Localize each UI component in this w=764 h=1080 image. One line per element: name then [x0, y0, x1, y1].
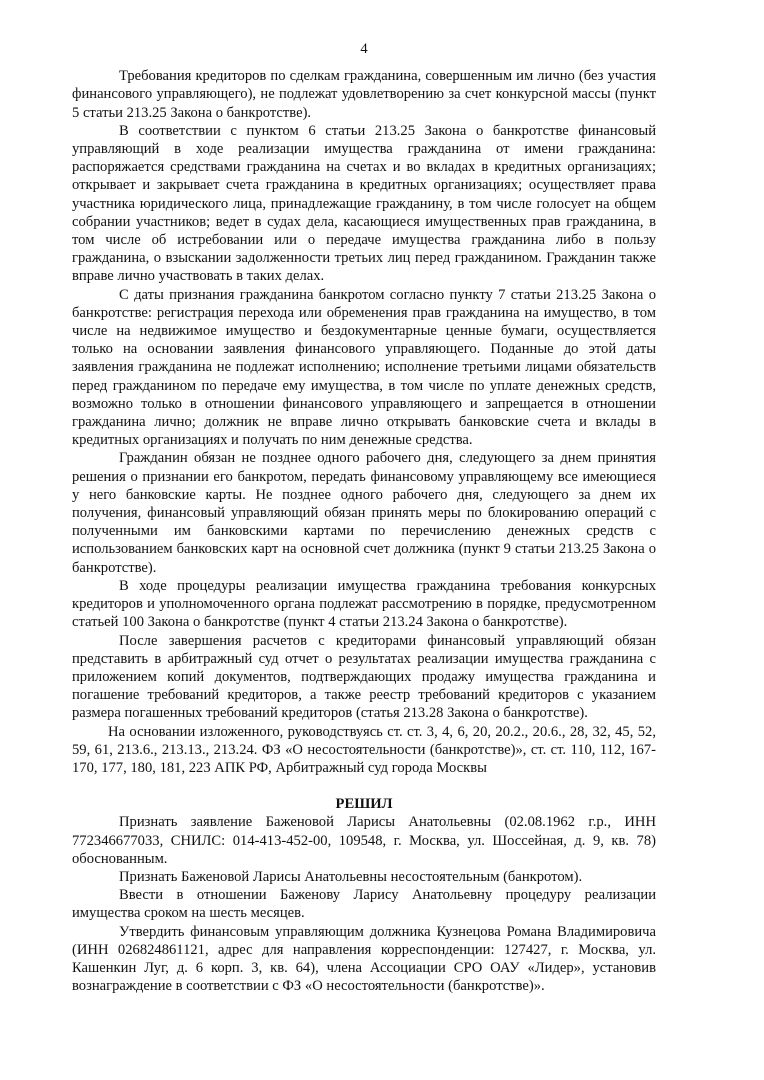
- decision-item-bankrupt: Признать Баженовой Ларисы Анатольевны несостоятельным (банкротом).: [119, 868, 583, 885]
- decision-heading: РЕШИЛ: [335, 796, 393, 813]
- paragraph-creditor-review: В ходе процедуры реализации имущества гражданина требования конкурсных кредиторов и уполномоченного органа подлежат рассмотрению в порядке, предусмотренном статьей 100 Закона о банкротстве (пункт 4 статьи 213.24 Закона о банкротстве).: [72, 577, 656, 631]
- paragraph-bank-cards: Гражданин обязан не позднее одного рабочего дня, следующего за днем принятия решения о признании его банкротом, передать финансовому управляющему все имеющиеся у него банковские карты. Не позднее одного рабочего дня, следующего за днем их получения, финансовый управляющий обязан принять меры по блокированию операций с полученными им банковскими картами по перечислению денежных средств с использованием банковских карт на основной счет должника (пункт 9 статьи 213.25 Закона о банкротстве).: [72, 450, 656, 576]
- page-number: 4: [360, 41, 368, 57]
- decision-item-manager: Утвердить финансовым управляющим должника Кузнецова Романа Владимировича (ИНН 026824861121, адрес для направления корреспонденции: 127427, г. Москва, ул. Кашенкин Луг, д. 6 корп. 3, кв. 64), члена Ассоциации СРО ОАУ «Лидер», установив вознаграждение в соответствии с ФЗ «О несостоятельности (банкротстве)».: [72, 923, 656, 995]
- paragraph-manager-powers: В соответствии с пунктом 6 статьи 213.25 Закона о банкротстве финансовый управляющий в ходе реализации имущества гражданина от имени гражданина: распоряжается средствами гражданина на счетах и во вкладах в кредитных организациях; открывает и закрывает счета гражданина в кредитных организациях; осуществляет права участника юридического лица, принадлежащие гражданину, в том числе голосует на общем собрании участников; ведет в судах дела, касающиеся имущественных прав гражданина, в том числе об истребовании или о передаче имущества гражданина либо в пользу гражданина, о взыскании задолженности третьих лиц перед гражданином. Гражданин также вправе лично участвовать в таких делах.: [72, 122, 656, 285]
- paragraph-legal-basis: На основании изложенного, руководствуясь ст. ст. 3, 4, 6, 20, 20.2., 20.6., 28, 32, 45, 52, 59, 61, 213.6., 213.13., 213.24. ФЗ «О несостоятельности (банкротстве)», ст. ст. 110, 112, 167-170, 177, 180, 181, 223 АПК РФ, Арбитражный суд города Москвы: [72, 723, 656, 776]
- paragraph-bankruptcy-date-effects: С даты признания гражданина банкротом согласно пункту 7 статьи 213.25 Закона о банкротстве: регистрация перехода или обременения прав гражданина на имущество, в том числе на недвижимое имущество и бездокументарные ценные бумаги, осуществляется только на основании заявления финансового управляющего. Поданные до этой даты заявления гражданина не подлежат исполнению; исполнение третьими лицами обязательств перед гражданином по передаче ему имущества, в том числе по уплате денежных средств, возможно только в отношении финансового управляющего и запрещается в отношении гражданина лично; должник не вправе лично открывать банковские счета и вклады в кредитных организациях и получать по ним денежные средства.: [72, 286, 656, 449]
- paragraph-report-obligation: После завершения расчетов с кредиторами финансовый управляющий обязан представить в арбитражный суд отчет о результатах реализации имущества гражданина с приложением копий документов, подтверждающих продажу имущества гражданина и погашение требований кредиторов, а также реестр требований кредиторов с указанием размера погашенных требований кредиторов (статья 213.28 Закона о банкротстве).: [72, 632, 656, 722]
- decision-item-procedure: Ввести в отношении Баженову Ларису Анатольевну процедуру реализации имущества сроком на шесть месяцев.: [72, 887, 656, 922]
- paragraph-creditor-claims: Требования кредиторов по сделкам гражданина, совершенным им лично (без участия финансового управляющего), не подлежат удовлетворению за счет конкурсной массы (пункт 5 статьи 213.25 Закона о банкротстве).: [72, 68, 656, 121]
- document-page: [72, 40, 656, 995]
- decision-item-application: Признать заявление Баженовой Ларисы Анатольевны (02.08.1962 г.р., ИНН 772346677033, СНИЛС: 014-413-452-00, 109548, г. Москва, ул. Шоссейная, д. 9, кв. 78) обоснованным.: [72, 814, 656, 867]
